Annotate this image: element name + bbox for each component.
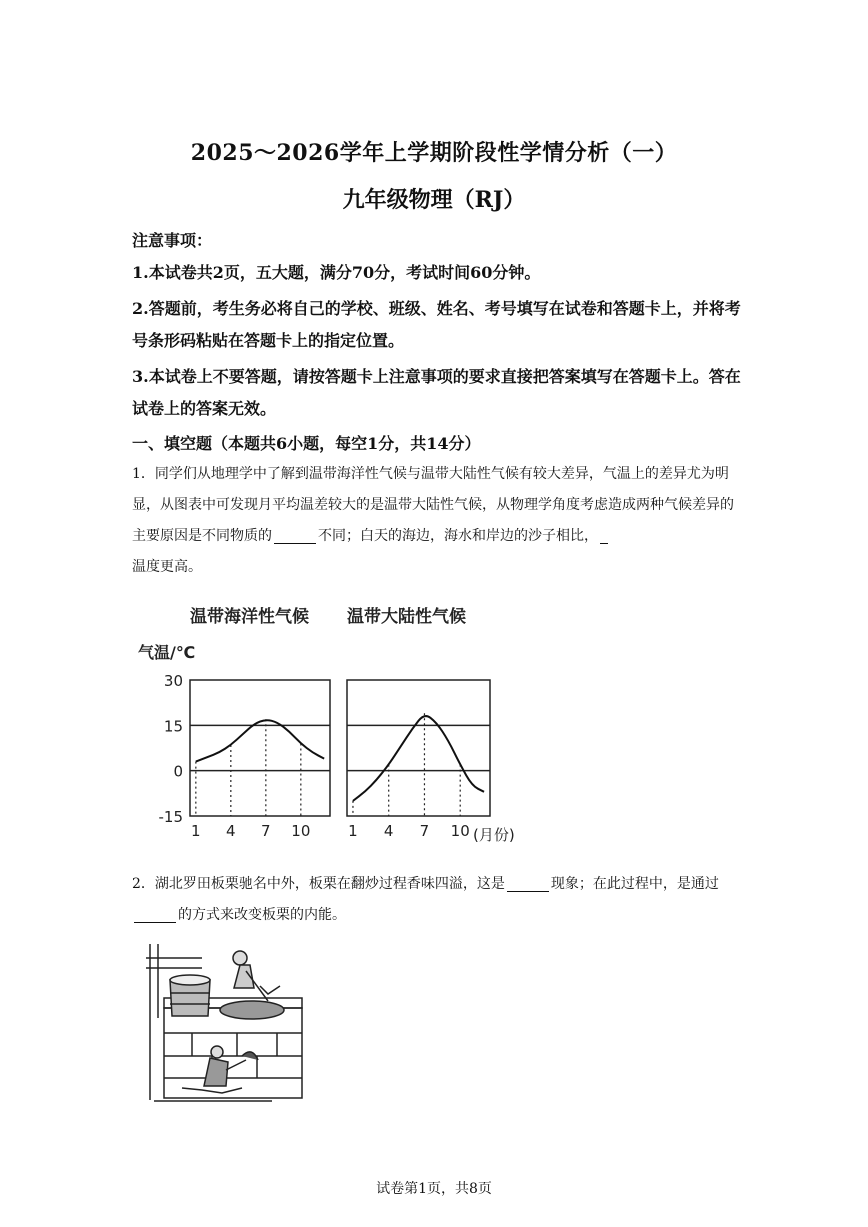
exam-subtitle: 九年级物理（RJ）	[342, 187, 526, 213]
question-1-text-c: 温度更高。	[132, 559, 202, 575]
temperature-line	[196, 720, 324, 761]
question-2-text-a: 2．湖北罗田板栗驰名中外，板栗在翻炒过程香味四溢，这是	[132, 876, 505, 892]
panel-frame	[190, 680, 330, 816]
notes-heading: 注意事项：	[132, 231, 213, 250]
y-tick-label: 15	[163, 717, 183, 736]
question-2	[132, 869, 740, 931]
x-axis-label: (月份)	[473, 826, 515, 844]
answer-blank	[274, 527, 316, 544]
section-heading: 一、填空题（本题共6小题，每空1分，共14分）	[132, 434, 481, 453]
question-1-text-a: 1．同学们从地理学中了解到温带海洋性气候与温带大陆性气候有较大差异，气温上的差异尤为明显，从图表中可发现月平均温差较大的是温带大陆性气候，从物理学角度考虑造成两种气候差异的主要原因是不同物质的	[132, 466, 734, 544]
x-tick-label: 4	[383, 822, 394, 840]
answer-blank	[507, 875, 549, 892]
answer-blank	[600, 527, 608, 544]
x-tick-label: 1	[348, 822, 358, 840]
page-footer: 试卷第1页，共8页	[376, 1181, 492, 1197]
chestnut-roasting-illustration	[142, 938, 312, 1108]
x-tick-label: 7	[261, 822, 271, 840]
exam-title: 2025～2026学年上学期阶段性学情分析（一）	[190, 140, 678, 166]
y-tick-label: 30	[163, 672, 183, 690]
note-item-1: 1.本试卷共2页，五大题，满分70分，考试时间60分钟。	[132, 263, 541, 282]
x-tick-label: 7	[419, 822, 430, 840]
y-axis-label: 气温/℃	[138, 643, 196, 662]
x-tick-label: 10	[450, 822, 470, 840]
y-tick-label: -15	[158, 808, 183, 826]
x-tick-label: 1	[191, 822, 201, 840]
y-tick-label: 0	[173, 762, 183, 781]
panel-title: 温带海洋性气候	[190, 607, 309, 627]
question-2-text-b: 现象；在此过程中，是通过	[550, 876, 719, 892]
note-item-2: 2.答题前，考生务必将自己的学校、班级、姓名、考号填写在试卷和答题卡上，并将考号条形码粘贴在答题卡上的指定位置。	[132, 299, 741, 350]
panel-frame	[347, 680, 490, 816]
x-tick-label: 4	[226, 822, 236, 840]
answer-blank	[134, 906, 176, 923]
question-1-text-b: 不同；白天的海边，海水和岸边的沙子相比，	[318, 528, 598, 544]
panel-title: 温带大陆性气候	[347, 607, 466, 627]
note-item-3: 3.本试卷上不要答题，请按答题卡上注意事项的要求直接把答案填写在答题卡上。答在试卷上的答案无效。	[132, 367, 741, 418]
climate-temperature-chart	[135, 600, 535, 860]
temperature-line	[353, 716, 484, 801]
question-2-text-c: 的方式来改变板栗的内能。	[178, 907, 346, 923]
x-tick-label: 10	[291, 822, 311, 840]
question-1	[132, 459, 740, 583]
